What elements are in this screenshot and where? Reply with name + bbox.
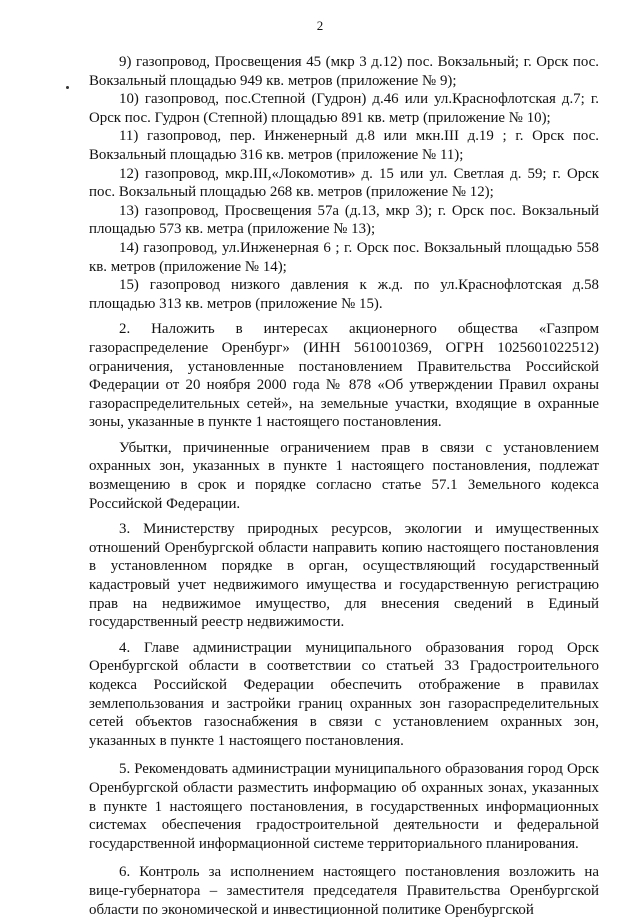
list-item-13: 13) газопровод, Просвещения 57а (д.13, мкр 3); г. Орск пос. Вокзальный площадью 573 кв. метра (приложение № 13); [89, 202, 599, 238]
clause-2: 2. Наложить в интересах акционерного общества «Газпром газораспределение Оренбург» (ИНН 5610010369, ОГРН 1025601022512) ограничения, установленные постановлением Правительства Российской Федерации от 20 ноября 2000 года № 878 «Об утверждении Правил охраны газораспределительных сетей», на земельные участки, входящие в охранные зоны, указанные в пункте 1 настоящего постановления. [89, 321, 599, 431]
clause-4: 4. Главе администрации муниципального образования город Орск Оренбургской области в соответствии со статьей 33 Градостроительного кодекса Российской Федерации обеспечить отображение в правилах землепользования и застройки границ охранных зон газораспределительных сетей объектов газоснабжения в связи с установлением охранных зон, указанных в пункте 1 настоящего постановления. [89, 639, 599, 749]
list-item-12: 12) газопровод, мкр.III,«Локомотив» д. 15 или ул. Светлая д. 59; г. Орск пос. Вокзальный площадью 268 кв. метров (приложение № 12); [89, 165, 599, 201]
page-number: 2 [316, 18, 324, 33]
clause-3: 3. Министерству природных ресурсов, экологии и имущественных отношений Оренбургской области направить копию настоящего постановления в установленном порядке в орган, осуществляющий государственный кадастровый учет недвижимого имущества и государственную регистрацию прав на недвижимое имущество, для внесения сведений в Единый государственный реестр недвижимости. [89, 521, 599, 631]
clause-6: 6. Контроль за исполнением настоящего постановления возложить на вице-губернатора – заместителя председателя Правительства Оренбургской области по экономической и инвестиционной политике Оренбургской [89, 864, 599, 918]
list-item-10: 10) газопровод, пос.Степной (Гудрон) д.46 или ул.Краснофлотская д.7; г. Орск пос. Гудрон (Степной) площадью 891 кв. метр (приложение № 10); [89, 91, 599, 126]
list-item-11: 11) газопровод, пер. Инженерный д.8 или мкн.III д.19 ; г. Орск пос. Вокзальный площадью 316 кв. метров (приложение № 11); [89, 128, 599, 163]
list-item-15: 15) газопровод низкого давления к ж.д. по ул.Краснофлотская д.58 площадью 313 кв. метров (приложение № 15). [89, 277, 599, 312]
document-body [89, 53, 599, 919]
clause-2-losses: Убытки, причиненные ограничением прав в связи с установлением охранных зон, указанных в пункте 1 настоящего постановления, подлежат возмещению в срок и порядке согласно статье 57.1 Земельного кодекса Российской Федерации. [89, 439, 599, 512]
list-item-14: 14) газопровод, ул.Инженерная 6 ; г. Орск пос. Вокзальный площадью 558 кв. метров (приложение № 14); [89, 239, 599, 275]
scan-speck [66, 86, 69, 89]
list-item-9: 9) газопровод, Просвещения 45 (мкр 3 д.12) пос. Вокзальный; г. Орск пос. Вокзальный площадью 949 кв. метров (приложение № 9); [89, 54, 599, 89]
clause-5: 5. Рекомендовать администрации муниципального образования город Орск Оренбургской области разместить информацию об охранных зонах, указанных в пункте 1 настоящего постановления, в государственных информационных системах обеспечения градостроительной деятельности и федеральной государственной информационной системе территориального планирования. [89, 761, 599, 852]
